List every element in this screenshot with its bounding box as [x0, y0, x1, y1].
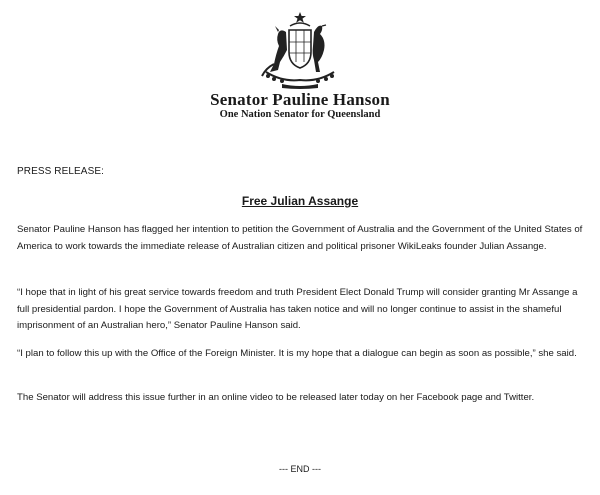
australian-coat-of-arms-icon: [252, 10, 348, 90]
paragraph-4: The Senator will address this issue further in an online video to be released later today on her Facebook page and Twitter.: [17, 392, 535, 403]
end-mark: --- END ---: [279, 464, 321, 474]
paragraph-3: “I plan to follow this up with the Office of the Foreign Minister. It is my hope that a dialogue can begin as soon as possible,” she said.: [17, 348, 577, 359]
paragraph-2: “I hope that in light of his great service towards freedom and truth President Elect Donald Trump will consider granting Mr Assange a full presidential pardon. I hope the Government of Australia has taken notice and will no longer continue to assist in the shameful imprisonment of an Australian hero,” Senator Pauline Hanson said.: [17, 287, 578, 331]
senator-subtitle: One Nation Senator for Queensland: [219, 109, 381, 120]
headline: Free Julian Assange: [241, 194, 359, 208]
press-release-label: PRESS RELEASE:: [17, 166, 104, 177]
paragraph-1: Senator Pauline Hanson has flagged her intention to petition the Government of Australia and the Government of the United States of America to work towards the immediate release of Australian citizen and political prisoner WikiLeaks founder Julian Assange.: [17, 224, 583, 252]
senator-name: Senator Pauline Hanson: [210, 90, 390, 109]
